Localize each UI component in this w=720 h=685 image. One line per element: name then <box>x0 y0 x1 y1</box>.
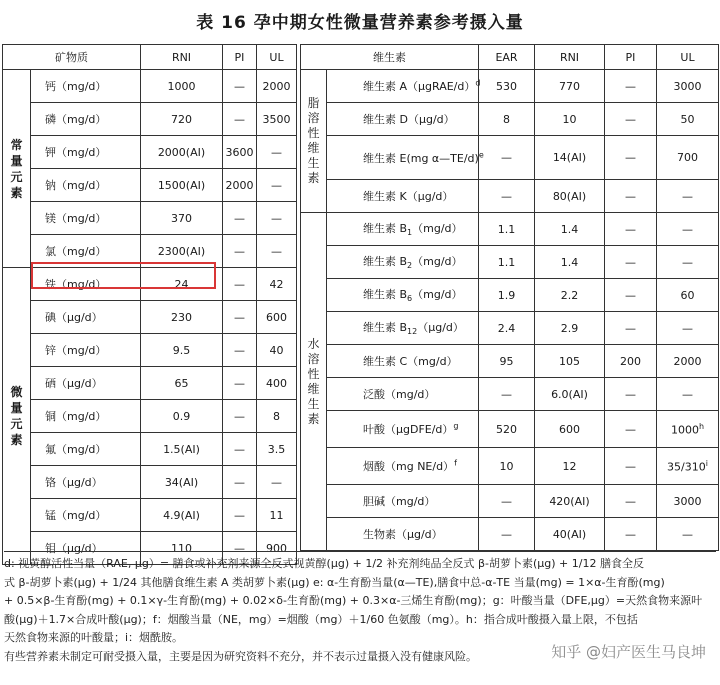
vitamin-name-text: 维生素 A（μgRAE/d） <box>363 80 476 93</box>
vitamin-ear: 1.1 <box>479 213 535 246</box>
mineral-rni: 65 <box>141 367 223 400</box>
header-rni: RNI <box>535 45 605 70</box>
mineral-rni: 4.9(AI) <box>141 499 223 532</box>
vitamin-subscript: 6 <box>407 294 413 304</box>
mineral-pi: — <box>223 367 257 400</box>
vitamin-ear: 95 <box>479 345 535 378</box>
vitamin-name-text: 维生素 C（mg/d） <box>363 355 458 368</box>
mineral-pi: 3600 <box>223 136 257 169</box>
mineral-rni: 24 <box>141 268 223 301</box>
vitamin-ul-value: — <box>682 255 693 269</box>
vitamin-row <box>301 279 719 312</box>
vitamin-ul <box>657 136 719 180</box>
vitamin-pi: — <box>605 378 657 411</box>
mineral-name: 镁（mg/d） <box>31 202 141 235</box>
vitamin-rni: 40(AI) <box>535 518 605 551</box>
vitamin-row <box>301 518 719 551</box>
vitamin-ul-value: 60 <box>680 288 695 302</box>
vitamin-ear: 520 <box>479 411 535 448</box>
vitamin-ear: — <box>479 485 535 518</box>
vitamin-pi: — <box>605 136 657 180</box>
vitamin-pi: — <box>605 213 657 246</box>
vitamin-row <box>301 246 719 279</box>
vitamin-row <box>301 136 719 180</box>
mineral-pi: — <box>223 499 257 532</box>
vitamin-pi: — <box>605 312 657 345</box>
mineral-name: 钾（mg/d） <box>31 136 141 169</box>
vitamin-row <box>301 345 719 378</box>
mineral-name: 钙（mg/d） <box>31 70 141 103</box>
footnote-line: d: 视黄醇活性当量（RAE, μg）= 膳食或补充剂来源全反式视黄醇(μg) + 1/2 补充剂纯品全反式 β-胡萝卜素(μg) + 1/12 膳食全反 <box>4 557 644 570</box>
group-water-soluble-label: 水溶性维生素 <box>301 213 327 551</box>
vitamin-pi: — <box>605 411 657 448</box>
vitamin-row <box>301 213 719 246</box>
vitamin-ul <box>657 312 719 345</box>
mineral-name: 锌（mg/d） <box>31 334 141 367</box>
group-macro-label: 常量元素 <box>3 70 31 268</box>
mineral-pi: — <box>223 334 257 367</box>
vitamin-row <box>301 180 719 213</box>
mineral-ul: 3500 <box>257 103 297 136</box>
vitamin-ul <box>657 279 719 312</box>
vitamin-ear: 1.1 <box>479 246 535 279</box>
vitamin-ul <box>657 103 719 136</box>
vitamin-rni: 1.4 <box>535 246 605 279</box>
vitamin-pi: — <box>605 180 657 213</box>
mineral-rni: 1500(AI) <box>141 169 223 202</box>
vitamin-row <box>301 70 719 103</box>
mineral-ul: — <box>257 202 297 235</box>
mineral-ul: — <box>257 169 297 202</box>
vitamin-pi: — <box>605 518 657 551</box>
mineral-rni: 1.5(AI) <box>141 433 223 466</box>
vitamin-name <box>327 213 479 246</box>
mineral-table <box>2 44 297 565</box>
vitamin-rni: 1.4 <box>535 213 605 246</box>
mineral-pi: — <box>223 202 257 235</box>
mineral-row <box>3 169 297 202</box>
mineral-row <box>3 136 297 169</box>
mineral-pi: — <box>223 70 257 103</box>
mineral-row <box>3 301 297 334</box>
mineral-name: 钠（mg/d） <box>31 169 141 202</box>
vitamin-ear: — <box>479 136 535 180</box>
page-title: 表 16 孕中期女性微量营养素参考摄入量 <box>196 13 524 33</box>
mineral-pi: — <box>223 268 257 301</box>
mineral-pi: — <box>223 235 257 268</box>
vitamin-row <box>301 103 719 136</box>
vitamin-name <box>327 180 479 213</box>
vitamin-rni: 14(AI) <box>535 136 605 180</box>
mineral-pi: — <box>223 433 257 466</box>
mineral-row <box>3 466 297 499</box>
vitamin-name <box>327 70 479 103</box>
mineral-row <box>3 334 297 367</box>
vitamin-name <box>327 103 479 136</box>
mineral-pi: — <box>223 301 257 334</box>
header-pi: PI <box>223 45 257 70</box>
header-ul: UL <box>257 45 297 70</box>
mineral-name: 锰（mg/d） <box>31 499 141 532</box>
vitamin-ul <box>657 180 719 213</box>
mineral-ul: 2000 <box>257 70 297 103</box>
vitamin-name-text: 维生素 K（μg/d） <box>363 190 454 203</box>
mineral-pi: — <box>223 532 257 565</box>
mineral-ul: — <box>257 466 297 499</box>
footnote-line: 酸(μg)＋1.7×合成叶酸(μg)；f：烟酸当量（NE，mg）=烟酸（mg）＋1/60 色氨酸（mg）。h：指合成叶酸摄入量上限，不包括 <box>4 612 638 626</box>
mineral-ul: 900 <box>257 532 297 565</box>
mineral-row <box>3 70 297 103</box>
footnote-line: 天然食物来源的叶酸量；i：烟酰胺。 <box>4 631 184 644</box>
mineral-ul: 11 <box>257 499 297 532</box>
vitamin-pi: — <box>605 485 657 518</box>
vitamin-unit: （μg/d） <box>417 321 464 335</box>
vitamin-unit: （mg/d） <box>412 255 463 269</box>
mineral-rni: 2300(AI) <box>141 235 223 268</box>
vitamin-ul <box>657 70 719 103</box>
mineral-name: 硒（μg/d） <box>31 367 141 400</box>
vitamin-name <box>327 518 479 551</box>
mineral-name: 铜（mg/d） <box>31 400 141 433</box>
vitamin-ul-value: 3000 <box>673 79 702 93</box>
vitamin-ul-value: 700 <box>677 151 698 164</box>
mineral-rni: 720 <box>141 103 223 136</box>
vitamin-name <box>327 136 484 180</box>
header-ul: UL <box>657 45 719 70</box>
vitamin-subscript: 12 <box>407 327 418 337</box>
vitamin-pi: 200 <box>605 345 657 378</box>
footnote-mark: d <box>475 78 481 88</box>
mineral-pi: — <box>223 400 257 433</box>
mineral-ul: 600 <box>257 301 297 334</box>
vitamin-name <box>327 448 479 485</box>
vitamin-name-text: 泛酸（mg/d） <box>363 388 436 401</box>
vitamin-rni: 2.9 <box>535 312 605 345</box>
vitamin-ul-value: 50 <box>680 112 695 126</box>
vitamin-ul-value: — <box>682 222 693 236</box>
vitamin-unit: （mg/d） <box>412 288 463 302</box>
vitamin-name-text: 烟酸（mg NE/d） <box>363 460 455 473</box>
iron-row-highlight <box>31 262 216 289</box>
mineral-row <box>3 400 297 433</box>
vitamin-ul-value: — <box>682 527 693 541</box>
vitamin-row <box>301 312 719 345</box>
mineral-pi: — <box>223 103 257 136</box>
vitamin-pi: — <box>605 246 657 279</box>
mineral-rni: 0.9 <box>141 400 223 433</box>
footnote-line: 有些营养素未制定可耐受摄入量，主要是因为研究资料不充分，并不表示过量摄入没有健康风险。 <box>4 649 477 663</box>
vitamin-pi: — <box>605 448 657 485</box>
footnote-mark: e <box>478 149 484 159</box>
vitamin-ear: — <box>479 180 535 213</box>
vitamin-ul <box>657 448 719 485</box>
vitamin-ul-value: 2000 <box>673 354 702 368</box>
vitamin-row <box>301 448 719 485</box>
vitamin-rni: 420(AI) <box>535 485 605 518</box>
mineral-ul: 8 <box>257 400 297 433</box>
vitamin-ear: 530 <box>479 70 535 103</box>
vitamin-table-header <box>301 45 719 70</box>
mineral-row <box>3 499 297 532</box>
header-ear: EAR <box>479 45 535 70</box>
vitamin-name-text: 维生素 B <box>363 255 408 269</box>
vitamin-name <box>327 345 479 378</box>
vitamin-ear: 1.9 <box>479 279 535 312</box>
vitamin-ear: 10 <box>479 448 535 485</box>
vitamin-rni: 10 <box>535 103 605 136</box>
vitamin-name-text: 维生素 B <box>363 321 408 335</box>
mineral-ul: 40 <box>257 334 297 367</box>
vitamin-ul-value: — <box>682 189 693 203</box>
vitamin-ul-value: 35/310 <box>667 460 706 474</box>
mineral-rni: 230 <box>141 301 223 334</box>
vitamin-ul-value: 1000 <box>670 423 699 437</box>
vitamin-rni: 770 <box>535 70 605 103</box>
mineral-row <box>3 433 297 466</box>
vitamin-name <box>327 411 479 448</box>
vitamin-rni: 2.2 <box>535 279 605 312</box>
mineral-rni: 34(AI) <box>141 466 223 499</box>
vitamin-name <box>327 279 479 312</box>
vitamin-row <box>301 378 719 411</box>
vitamin-ul <box>657 246 719 279</box>
vitamin-ul <box>657 378 719 411</box>
header-mineral: 矿物质 <box>3 45 141 70</box>
header-pi: PI <box>605 45 657 70</box>
mineral-name: 磷（mg/d） <box>31 103 141 136</box>
mineral-table-header <box>3 45 297 70</box>
footnote-mark: h <box>698 421 705 431</box>
vitamin-name-text: 维生素 E(mg α—TE/d) <box>363 151 479 165</box>
mineral-rni: 370 <box>141 202 223 235</box>
vitamin-name-text: 胆碱（mg/d） <box>363 495 436 508</box>
mineral-row <box>3 367 297 400</box>
mineral-pi: — <box>223 466 257 499</box>
vitamin-ul-value: — <box>682 321 693 335</box>
mineral-ul: 42 <box>257 268 297 301</box>
vitamin-ear: — <box>479 518 535 551</box>
header-rni: RNI <box>141 45 223 70</box>
vitamin-ul <box>657 345 719 378</box>
mineral-rni: 110 <box>141 532 223 565</box>
mineral-pi: 2000 <box>223 169 257 202</box>
vitamin-rni: 105 <box>535 345 605 378</box>
vitamin-pi: — <box>605 103 657 136</box>
vitamin-name-text: 维生素 D（μg/d） <box>363 113 455 126</box>
mineral-rni: 9.5 <box>141 334 223 367</box>
mineral-rni: 1000 <box>141 70 223 103</box>
footnote-mark: i <box>705 458 708 468</box>
mineral-name: 钼（μg/d） <box>31 532 141 565</box>
mineral-name: 氟（mg/d） <box>31 433 141 466</box>
vitamin-rni: 12 <box>535 448 605 485</box>
vitamin-rni: 6.0(AI) <box>535 378 605 411</box>
vitamin-name <box>327 312 479 345</box>
mineral-ul: — <box>257 136 297 169</box>
vitamin-ul-value: 3000 <box>673 494 702 508</box>
vitamin-ear: — <box>479 378 535 411</box>
mineral-name: 铁（mg/d） <box>31 268 141 301</box>
vitamin-ul <box>657 518 719 551</box>
vitamin-subscript: 1 <box>407 228 413 238</box>
vitamin-name-text: 维生素 B <box>363 222 408 236</box>
footnote-mark: g <box>453 421 459 431</box>
vitamin-row <box>301 485 719 518</box>
vitamin-unit: （mg/d） <box>412 222 463 236</box>
vitamin-ul-value: — <box>682 387 693 401</box>
vitamin-name <box>327 246 479 279</box>
mineral-name: 铬（μg/d） <box>31 466 141 499</box>
mineral-row <box>3 103 297 136</box>
vitamin-row <box>301 411 719 448</box>
vitamin-pi: — <box>605 279 657 312</box>
vitamin-ul <box>657 485 719 518</box>
vitamin-name-text: 叶酸（μgDFE/d） <box>363 423 454 436</box>
vitamin-name-text: 生物素（μg/d） <box>363 528 443 541</box>
vitamin-ear: 8 <box>479 103 535 136</box>
vitamin-name <box>327 485 479 518</box>
vitamin-pi: — <box>605 70 657 103</box>
vitamin-name <box>327 378 479 411</box>
vitamin-ul <box>657 213 719 246</box>
watermark: 知乎 @妇产医生马良坤 <box>547 641 710 662</box>
vitamin-ear: 2.4 <box>479 312 535 345</box>
vitamin-rni: 80(AI) <box>535 180 605 213</box>
footnote-line: 式 β-胡萝卜素(μg) + 1/24 其他膳食维生素 A 类胡萝卜素(μg) e: α-生育酚当量(α—TE),膳食中总-α-TE 当量(mg) = 1×α-生育酚(mg) <box>4 575 665 589</box>
mineral-name: 碘（μg/d） <box>31 301 141 334</box>
group-trace-label: 微量元素 <box>3 268 31 565</box>
footnote-mark: f <box>454 458 457 468</box>
mineral-name: 氯（mg/d） <box>31 235 141 268</box>
vitamin-name-text: 维生素 B <box>363 288 408 302</box>
vitamin-ul <box>657 411 719 448</box>
header-vitamin: 维生素 <box>301 45 479 70</box>
mineral-rni: 2000(AI) <box>141 136 223 169</box>
vitamin-rni: 600 <box>535 411 605 448</box>
mineral-ul: 400 <box>257 367 297 400</box>
vitamin-subscript: 2 <box>407 261 413 271</box>
vitamin-table <box>300 44 719 551</box>
footnote-line: + 0.5×β-生育酚(mg) + 0.1×γ-生育酚(mg) + 0.02×δ-生育酚(mg) + 0.3×α-三烯生育酚(mg)；g：叶酸当量（DFE,μg）=天然食物来源叶 <box>4 594 703 607</box>
mineral-ul: — <box>257 235 297 268</box>
group-fat-soluble-label: 脂溶性维生素 <box>301 70 327 213</box>
mineral-row <box>3 202 297 235</box>
mineral-ul: 3.5 <box>257 433 297 466</box>
